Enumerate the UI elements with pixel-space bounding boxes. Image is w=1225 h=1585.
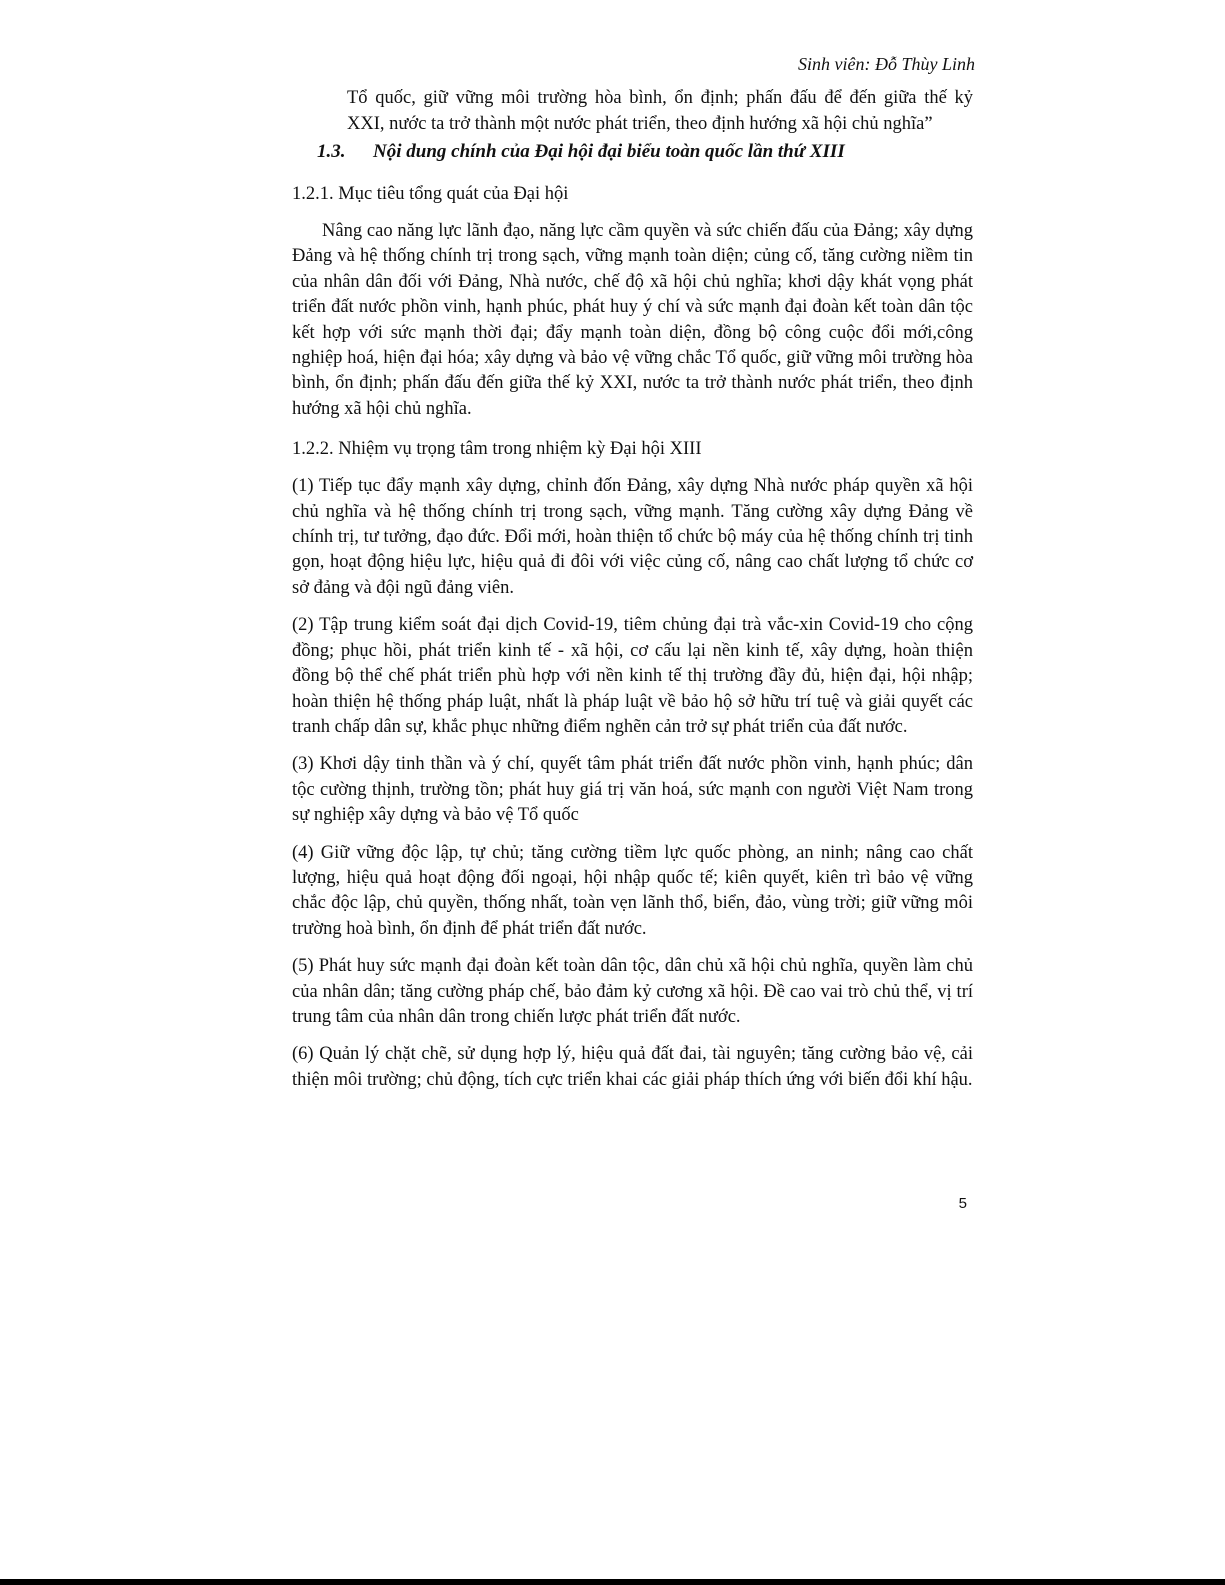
section-heading bbox=[317, 137, 973, 167]
subsection-heading-1: 1.2.1. Mục tiêu tổng quát của Đại hội bbox=[292, 184, 569, 204]
task-item-3: (3) Khơi dậy tinh thần và ý chí, quyết tâm phát triển đất nước phồn vinh, hạnh phúc; dân tộc cường thịnh, trường tồn; phát huy giá trị văn hoá, sức mạnh con người Việt Nam trong sự nghiệp xây dựng và bảo vệ Tổ quốc bbox=[292, 754, 973, 826]
task-item-1: (1) Tiếp tục đẩy mạnh xây dựng, chỉnh đốn Đảng, xây dựng Nhà nước pháp quyền xã hội chủ nghĩa và hệ thống chính trị trong sạch, vững mạnh. Tăng cường xây dựng Đảng về chính trị, tư tưởng, đạo đức. Đổi mới, hoàn thiện tổ chức bộ máy của hệ thống chính trị tinh gọn, hoạt động hiệu lực, hiệu quả đi đôi với việc củng cố, nâng cao chất lượng tổ chức cơ sở đảng và đội ngũ đảng viên. bbox=[292, 476, 973, 598]
task-item-5: (5) Phát huy sức mạnh đại đoàn kết toàn dân tộc, dân chủ xã hội chủ nghĩa, quyền làm chủ của nhân dân; tăng cường pháp chế, bảo đảm kỷ cương xã hội. Đề cao vai trò chủ thể, vị trí trung tâm của nhân dân trong chiến lược phát triển đất nước. bbox=[292, 956, 973, 1027]
task-item-6: (6) Quản lý chặt chẽ, sử dụng hợp lý, hiệu quả đất đai, tài nguyên; tăng cường bảo vệ, cải thiện môi trường; chủ động, tích cực triển khai các giải pháp thích ứng với biến đổi khí hậu. bbox=[292, 1044, 973, 1090]
bottom-edge-divider bbox=[0, 1579, 1225, 1585]
section-title: Nội dung chính của Đại hội đại biểu toàn quốc lần thứ XIII bbox=[373, 141, 845, 162]
page-number: 5 bbox=[958, 1195, 967, 1212]
quote-line-2: XXI, nước ta trở thành một nước phát triển, theo định hướng xã hội chủ nghĩa” bbox=[347, 113, 933, 134]
subsection-heading-2: 1.2.2. Nhiệm vụ trọng tâm trong nhiệm kỳ Đại hội XIII bbox=[292, 439, 702, 460]
quote-continuation bbox=[347, 86, 973, 137]
general-objective-paragraph: Nâng cao năng lực lãnh đạo, năng lực cầm quyền và sức chiến đấu của Đảng; xây dựng Đảng và hệ thống chính trị trong sạch, vững mạnh toàn diện; củng cố, tăng cường niềm tin của nhân dân đối với Đảng, Nhà nước, chế độ xã hội chủ nghĩa; khơi dậy khát vọng phát triển đất nước phồn vinh, hạnh phúc, phát huy ý chí và sức mạnh đại đoàn kết toàn dân tộc kết hợp với sức mạnh thời đại; đẩy mạnh toàn diện, đồng bộ công cuộc đổi mới,công nghiệp hoá, hiện đại hóa; xây dựng và bảo vệ vững chắc Tổ quốc, giữ vững môi trường hòa bình, ổn định; phấn đấu đến giữa thế kỷ XXI, nước ta trở thành nước phát triển, theo định hướng xã hội chủ nghĩa. bbox=[292, 221, 973, 419]
page-content bbox=[292, 86, 973, 1093]
quote-line-1: Tổ quốc, giữ vững môi trường hòa bình, ổn định; phấn đấu để đến giữa thế kỷ bbox=[347, 88, 973, 108]
page-header-author: Sinh viên: Đỗ Thùy Linh bbox=[798, 54, 975, 74]
task-item-2: (2) Tập trung kiểm soát đại dịch Covid-19, tiêm chủng đại trà vắc-xin Covid-19 cho cộng đồng; phục hồi, phát triển kinh tế - xã hội, cơ cấu lại nền kinh tế, xây dựng, hoàn thiện đồng bộ thể chế phát triển phù hợp với nền kinh tế thị trường đầy đủ, hiện đại, hội nhập; hoàn thiện hệ thống pháp luật, nhất là pháp luật về bảo hộ sở hữu trí tuệ và giải quyết các tranh chấp dân sự, khắc phục những điểm nghẽn cản trở sự phát triển của đất nước. bbox=[292, 615, 973, 737]
task-item-4: (4) Giữ vững độc lập, tự chủ; tăng cường tiềm lực quốc phòng, an ninh; nâng cao chất lượng, hiệu quả hoạt động đối ngoại, hội nhập quốc tế; kiên quyết, kiên trì bảo vệ vững chắc độc lập, chủ quyền, thống nhất, toàn vẹn lãnh thổ, biển, đảo, vùng trời; giữ vững môi trường hoà bình, ổn định để phát triển đất nước. bbox=[292, 842, 973, 939]
section-number: 1.3. bbox=[317, 141, 346, 162]
